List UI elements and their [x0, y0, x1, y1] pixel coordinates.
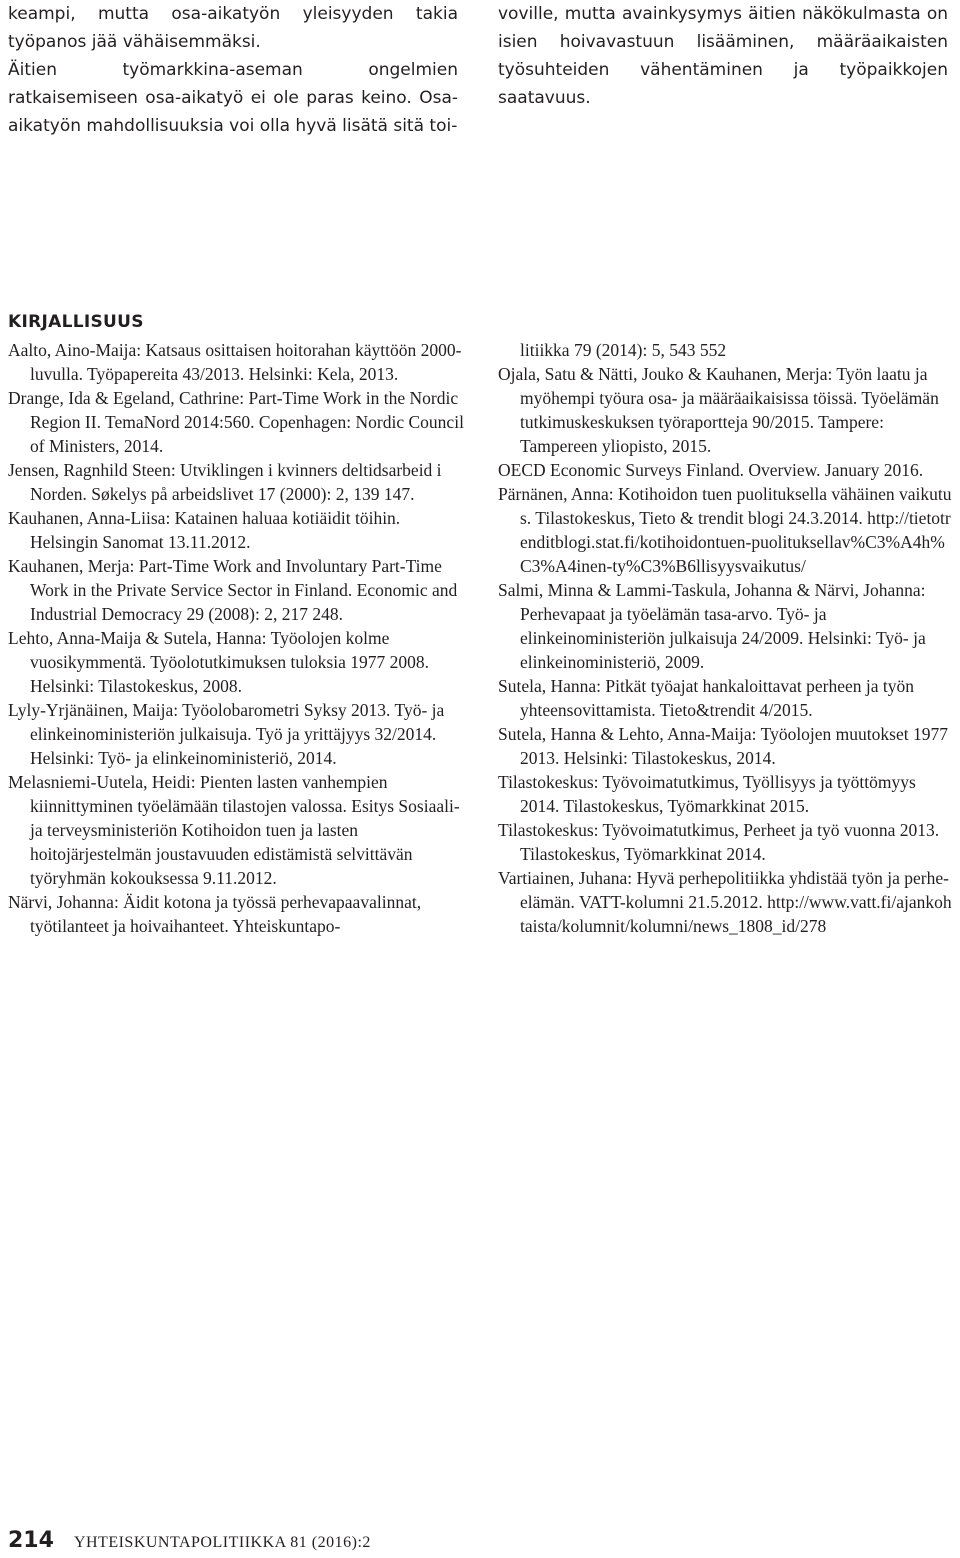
- reference-entry: Sutela, Hanna & Lehto, Anna-Maija: Työolojen muutokset 1977 2013. Helsinki: Tilastokeskus, 2014.: [498, 724, 948, 768]
- reference-entry: Lyly-Yrjänäinen, Maija: Työolobarometri Syksy 2013. Työ- ja elinkeinoministeriön julkaisuja. Työ ja yrittäjyys 32/2014. Helsinki: Työ- ja elinkeinoministeriö, 2014.: [8, 700, 445, 768]
- reference-entry: Sutela, Hanna: Pitkät työajat hankaloittavat perheen ja työn yhteensovittamista. Tieto&trendit 4/2015.: [498, 676, 914, 720]
- reference-entry: Ojala, Satu & Nätti, Jouko & Kauhanen, Merja: Työn laatu ja myöhempi työura osa- ja määräaikaisissa töissä. Työelämän tutkimuskeskuksen työraportteja 90/2015. Tampere: Tampereen yliopisto, 2015.: [498, 364, 939, 456]
- reference-entry: Drange, Ida & Egeland, Cathrine: Part-Time Work in the Nordic Region II. TemaNord 2014:560. Copenhagen: Nordic Council of Ministers, 2014.: [8, 388, 464, 456]
- references-heading: KIRJALLISUUS: [8, 312, 144, 332]
- page-number: 214: [8, 1528, 54, 1553]
- body-text-left-column: [8, 0, 458, 140]
- references-left-column: [8, 338, 466, 938]
- reference-entry: Kauhanen, Anna-Liisa: Katainen haluaa kotiäidit töihin. Helsingin Sanomat 13.11.2012.: [8, 508, 401, 552]
- reference-entry: Pärnänen, Anna: Kotihoidon tuen puolituksella vähäinen vaikutus. Tilastokeskus, Tieto & trendit blogi 24.3.2014. http://tietotrenditblogi.stat.fi/kotihoidontuen-puolituksellav%C3%A4h%C3%A4inen-ty%C3%B6llisyysvaikutus/: [498, 484, 952, 576]
- reference-entry: Lehto, Anna-Maija & Sutela, Hanna: Työolojen kolme vuosikymmentä. Työolotutkimuksen tuloksia 1977 2008. Helsinki: Tilastokeskus, 2008.: [8, 628, 429, 696]
- journal-name: YHTEISKUNTAPOLITIIKKA 81 (2016):2: [73, 1534, 371, 1551]
- reference-entry: Salmi, Minna & Lammi-Taskula, Johanna & Närvi, Johanna: Perhevapaat ja työelämän tasa-arvo. Työ- ja elinkeinoministeriön julkaisuja 24/2009. Helsinki: Työ- ja elinkeinoministeriö, 2009.: [498, 580, 926, 672]
- body-paragraph: Äitien työmarkkina-aseman ongelmien ratkaisemiseen osa-aikatyö ei ole paras keino. Osa-aikatyön mahdollisuuksia voi olla hyvä lisätä sitä toi-: [8, 60, 458, 136]
- reference-entry: Aalto, Aino-Maija: Katsaus osittaisen hoitorahan käyttöön 2000-luvulla. Työpapereita 43/2013. Helsinki: Kela, 2013.: [8, 340, 462, 384]
- reference-entry: Tilastokeskus: Työvoimatutkimus, Työllisyys ja työttömyys 2014. Tilastokeskus, Työmarkkinat 2015.: [498, 772, 916, 816]
- reference-entry: Närvi, Johanna: Äidit kotona ja työssä perhevapaavalinnat, työtilanteet ja hoivaihanteet. Yhteiskuntapo-: [8, 892, 422, 936]
- reference-entry: Melasniemi-Uutela, Heidi: Pienten lasten vanhempien kiinnittyminen työelämään tilastojen valossa. Esitys Sosiaali- ja terveysministeriön Kotihoidon tuen ja lasten hoitojärjestelmän joustavuuden edistämistä selvittävän työryhmän kokouksessa 9.11.2012.: [8, 772, 460, 888]
- reference-entry: Vartiainen, Juhana: Hyvä perhepolitiikka yhdistää työn ja perhe-elämän. VATT-kolumni 21.5.2012. http://www.vatt.fi/ajankohtaista/kolumnit/kolumni/news_1808_id/278: [498, 868, 952, 936]
- reference-entry: Jensen, Ragnhild Steen: Utviklingen i kvinners deltidsarbeid i Norden. Søkelys på arbeidslivet 17 (2000): 2, 139 147.: [8, 460, 442, 504]
- body-paragraph: voville, mutta avainkysymys äitien näkökulmasta on isien hoivavastuun lisääminen, määräaikaisten työsuhteiden vähentäminen ja työpaikkojen saatavuus.: [498, 4, 948, 108]
- reference-entry: OECD Economic Surveys Finland. Overview. January 2016.: [498, 460, 924, 480]
- references-right-column: [498, 338, 956, 938]
- body-text-right-column: [498, 0, 948, 112]
- page-footer: [8, 1528, 371, 1553]
- reference-entry: Tilastokeskus: Työvoimatutkimus, Perheet ja työ vuonna 2013. Tilastokeskus, Työmarkkinat 2014.: [498, 820, 940, 864]
- reference-entry: Kauhanen, Merja: Part-Time Work and Involuntary Part-Time Work in the Private Service Sector in Finland. Economic and Industrial Democracy 29 (2008): 2, 217 248.: [8, 556, 458, 624]
- body-paragraph: keampi, mutta osa-aikatyön yleisyyden takia työpanos jää vähäisemmäksi.: [8, 4, 458, 52]
- reference-continuation: litiikka 79 (2014): 5, 543 552: [520, 340, 727, 360]
